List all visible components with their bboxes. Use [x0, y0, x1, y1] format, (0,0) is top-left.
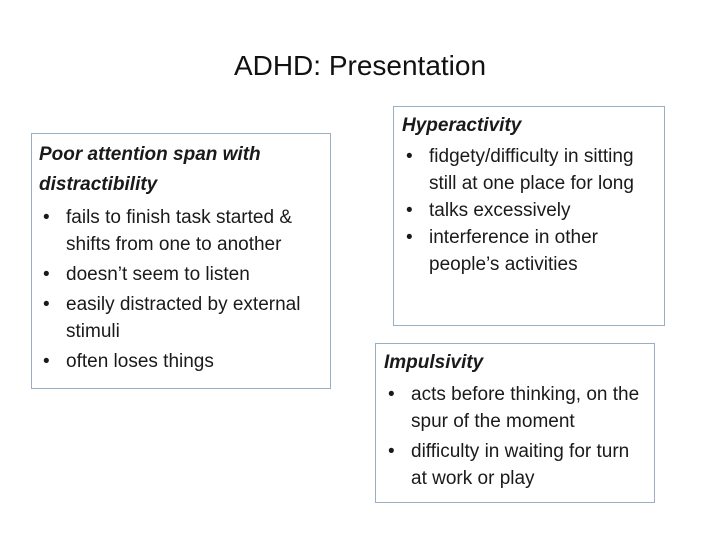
impulsivity-box — [375, 343, 655, 503]
bullet-icon: • — [388, 384, 395, 405]
list-item-text: fails to finish task started & shifts from one to another — [66, 207, 292, 255]
list-item — [39, 204, 324, 258]
bullet-icon: • — [406, 200, 413, 221]
list-item-text: doesn’t seem to listen — [66, 264, 250, 285]
list-item-text: easily distracted by external stimuli — [66, 294, 301, 342]
hyperactivity-list — [402, 143, 658, 278]
bullet-icon: • — [43, 294, 50, 315]
impulsivity-heading: Impulsivity — [384, 352, 484, 373]
list-item — [384, 438, 648, 492]
slide-title: ADHD: Presentation — [233, 50, 487, 81]
list-item-text: difficulty in waiting for turn at work or play — [411, 441, 630, 489]
list-item — [402, 143, 658, 197]
attention-heading: Poor attention span with distractibility — [39, 144, 261, 195]
list-item — [39, 291, 324, 345]
bullet-icon: • — [388, 441, 395, 462]
list-item — [402, 224, 658, 278]
hyperactivity-box — [393, 106, 665, 326]
list-item-text: often loses things — [66, 351, 214, 372]
bullet-icon: • — [43, 351, 50, 372]
list-item-text: fidgety/difficulty in sitting still at one place for long — [429, 146, 634, 194]
bullet-icon: • — [43, 264, 50, 285]
list-item — [402, 197, 658, 224]
hyperactivity-heading: Hyperactivity — [402, 115, 522, 136]
list-item-text: talks excessively — [429, 200, 571, 221]
list-item — [39, 261, 324, 288]
impulsivity-list — [384, 381, 648, 492]
attention-list — [39, 204, 324, 375]
bullet-icon: • — [406, 146, 413, 167]
bullet-icon: • — [406, 227, 413, 248]
list-item-text: acts before thinking, on the spur of the moment — [411, 384, 640, 432]
list-item — [39, 348, 324, 375]
bullet-icon: • — [43, 207, 50, 228]
list-item-text: interference in other people’s activities — [429, 227, 598, 275]
list-item — [384, 381, 648, 435]
attention-box — [31, 133, 331, 389]
